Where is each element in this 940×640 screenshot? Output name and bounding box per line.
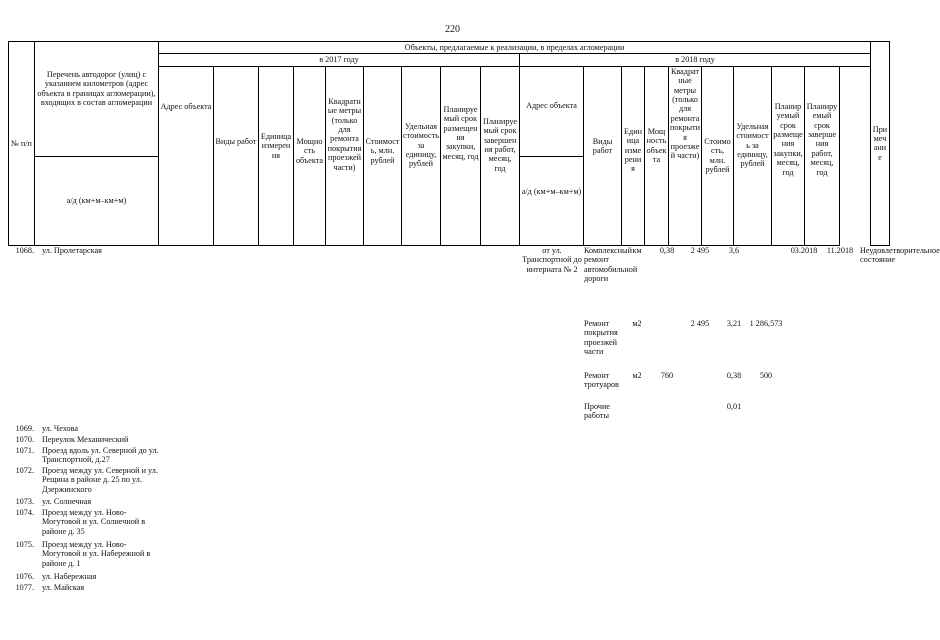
row-name: Проезд между ул. Ново-Могутовой и ул. Набережной в районе д. 1 (42, 540, 151, 568)
row-name: Переулок Механический (42, 435, 129, 444)
work-type: Прочие работы (584, 402, 611, 421)
hdr-2017: в 2017 году (159, 54, 520, 66)
work-cost: 3,6 (728, 246, 740, 255)
row-name: ул. Чехова (42, 424, 79, 433)
hdr-ad2018: а/д (км+м–км+м) (520, 156, 584, 245)
hdr-cost: Стоимость, млн. рублей (364, 66, 402, 245)
work-cost: 0,38 (726, 371, 742, 380)
hdr-plan-done18: Планируемый срок завершения работ, месяц, год (805, 66, 840, 245)
row-num: 1074. (15, 508, 34, 517)
row-num: 1068. (15, 246, 34, 255)
work-plan-done: 11.2018 (826, 246, 854, 255)
hdr-types: Виды работ (214, 66, 259, 245)
hdr-cost18: Стоимость, млн. рублей (702, 66, 734, 245)
row-name: ул. Майская (42, 583, 85, 592)
hdr-ucost18: Удельная стоимость за единицу, рублей (734, 66, 772, 245)
row-name: Проезд между ул. Ново-Могутовой и ул. Солнечной в районе д. 35 (42, 508, 146, 536)
hdr-unit: Единица измерения (259, 66, 294, 245)
work-type: Ремонт тротуаров (584, 371, 619, 390)
row-num: 1075. (15, 540, 34, 549)
work-unit-cost: 500 (759, 371, 773, 380)
work-type: Ремонт покрытия проезжей части (584, 319, 618, 357)
hdr-plan-done: Планируемый срок завершения работ, месяц, год (481, 66, 520, 245)
hdr-roads: Перечень автодорог (улиц) с указанием километров (адрес объекта в границах агломерации), входящих в состав агломерации (35, 42, 159, 157)
hdr-sqm: Квадратные метры (только для ремонта покрытия проезжей части) (326, 66, 364, 245)
work-power: 0,38 (659, 246, 675, 255)
row-name: ул. Солнечная (42, 497, 92, 506)
page-number: 220 (445, 24, 460, 35)
row-name: Проезд вдоль ул. Северной до ул. Транспортной, д.27 (42, 446, 159, 465)
row-num: 1070. (15, 435, 34, 444)
work-unit-cost: 1 286,573 (749, 319, 783, 328)
work-power: 760 (660, 371, 674, 380)
hdr-unit18: Единица измерения (622, 66, 645, 245)
hdr-types18: Виды работ (584, 66, 622, 245)
row-name: ул. Набережная (42, 572, 97, 581)
hdr-addr2017: Адрес объекта (159, 66, 214, 245)
hdr-sqm18: Квадратные метры (только для ремонта покрытия проезжей части) (669, 66, 702, 245)
work-cost: 3,21 (726, 319, 742, 328)
row-num: 1072. (15, 466, 34, 475)
hdr-ad: а/д (км+м–км+м) (35, 156, 159, 245)
hdr-addr2018: Адрес объекта (520, 66, 584, 156)
row-num: 1069. (15, 424, 34, 433)
work-cost: 0,01 (726, 402, 742, 411)
work-unit: м2 (632, 319, 642, 328)
hdr-2018: в 2018 году (520, 54, 871, 66)
row-num: 1073. (15, 497, 34, 506)
work-sqm: 2 495 (690, 319, 710, 328)
hdr-power: Мощность объекта (294, 66, 326, 245)
work-type: Комплексный ремонт автомобильной дороги (584, 246, 638, 284)
hdr-plan-place18: Планируемый срок размещения закупки, месяц, год (772, 66, 805, 245)
row-name: Проезд между ул. Северной и ул. Рещина в районе д. 25 по ул. Дзержинского (42, 466, 158, 494)
row-num: 1076. (15, 572, 34, 581)
hdr-power18: Мощность объекта (645, 66, 669, 245)
work-sqm: 2 495 (690, 246, 710, 255)
hdr-num: № п/п (9, 42, 35, 246)
row-num: 1071. (15, 446, 34, 455)
work-unit: км (632, 246, 642, 255)
work-plan-place: 03.2018 (790, 246, 818, 255)
row-num: 1077. (15, 583, 34, 592)
work-unit: м2 (632, 371, 642, 380)
hdr-note: Примечание (871, 42, 890, 246)
hdr-plan-place: Планируемый срок размещения закупки, месяц, год (441, 66, 481, 245)
row-note: Неудовлетворительное состояние (860, 246, 940, 265)
row-name: ул. Пролетарская (42, 246, 102, 255)
hdr-objects: Объекты, предлагаемые к реализации, в пределах агломерации (159, 42, 871, 54)
hdr-ucost: Удельная стоимость за единицу, рублей (402, 66, 441, 245)
row-address: от ул. Транспортной до интерната № 2 (522, 246, 582, 274)
